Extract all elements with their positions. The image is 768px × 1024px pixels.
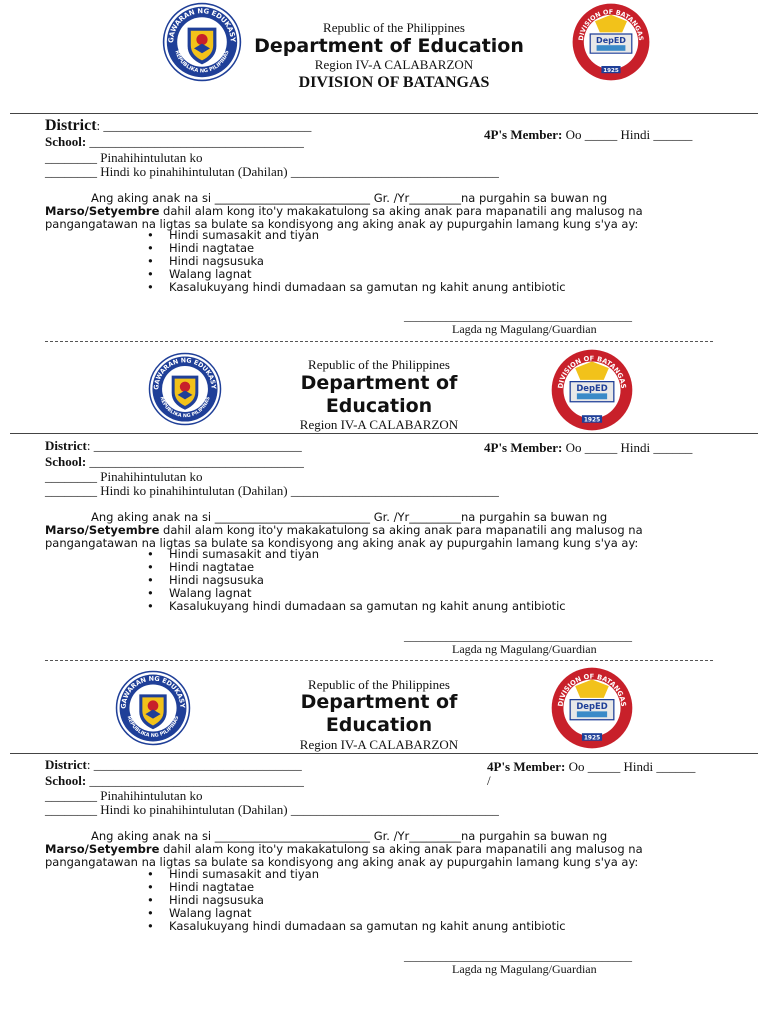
stray-slash: /: [487, 773, 491, 788]
allowed-option[interactable]: ________ Pinahihintulutan ko: [45, 788, 203, 803]
condition-item: • Hindi nagsusuka: [145, 255, 566, 268]
not-allowed-option[interactable]: ________ Hindi ko pinahihintulutan (Dahilan) ________________________________: [45, 483, 499, 498]
department-title: Department of Education: [300, 372, 458, 417]
condition-item: • Walang lagnat: [145, 268, 566, 281]
condition-item: • Hindi nagsusuka: [145, 574, 566, 587]
condition-item: • Hindi sumasakit and tiyan: [145, 229, 566, 242]
condition-item: • Kasalukuyang hindi dumadaan sa gamutan ng kahit anung antibiotic: [145, 920, 566, 933]
divider-line: [10, 433, 758, 434]
divider-line: [10, 753, 758, 754]
allowed-option[interactable]: ________ Pinahihintulutan ko: [45, 150, 203, 165]
signature-label: Lagda ng Magulang/Guardian: [452, 642, 597, 656]
deped-seal-icon: [132, 352, 238, 426]
region-text: Region IV-A CALABARZON: [299, 737, 459, 752]
division-seal-icon: [571, 2, 651, 82]
condition-item: • Hindi nagsusuka: [145, 894, 566, 907]
department-title: Department of Education: [300, 691, 458, 736]
school-field[interactable]: School: _________________________________: [45, 454, 304, 469]
signature-line[interactable]: ______________________________________: [404, 629, 632, 643]
condition-item: • Hindi nagtatae: [145, 242, 566, 255]
signature-line[interactable]: ______________________________________: [404, 309, 632, 323]
paragraph-line-3: pangangatawan na ligtas sa bulate sa kondisyong ang aking anak ay pupurgahin lamang kung s'ya ay:: [45, 536, 639, 550]
paragraph-line-3: pangangatawan na ligtas sa bulate sa kondisyong ang aking anak ay pupurgahin lamang kung s'ya ay:: [45, 217, 639, 231]
condition-item: • Hindi sumasakit and tiyan: [145, 548, 566, 561]
division-seal-icon: [547, 348, 637, 432]
cut-line: [45, 341, 713, 342]
conditions-list: [145, 229, 566, 294]
condition-item: • Hindi nagtatae: [145, 881, 566, 894]
school-field[interactable]: School: _________________________________: [45, 773, 304, 788]
paragraph-line-1: Ang aking anak na si ___________________________ Gr. /Yr_________na purgahin sa buwan ng: [91, 510, 608, 524]
paragraph-line-3: pangangatawan na ligtas sa bulate sa kondisyong ang aking anak ay pupurgahin lamang kung s'ya ay:: [45, 855, 639, 869]
condition-item: • Walang lagnat: [145, 907, 566, 920]
cut-line: [45, 660, 713, 661]
paragraph-line-2: Marso/Setyembre dahil alam kong ito'y makakatulong sa aking anak para mapanatili ang malusog na: [45, 523, 643, 537]
condition-item: • Hindi sumasakit and tiyan: [145, 868, 566, 881]
signature-label: Lagda ng Magulang/Guardian: [452, 962, 597, 976]
condition-item: • Kasalukuyang hindi dumadaan sa gamutan ng kahit anung antibiotic: [145, 281, 566, 294]
condition-item: • Kasalukuyang hindi dumadaan sa gamutan ng kahit anung antibiotic: [145, 600, 566, 613]
region-text: Region IV-A CALABARZON: [299, 417, 459, 432]
signature-label: Lagda ng Magulang/Guardian: [452, 322, 597, 336]
member-field[interactable]: 4P's Member: Oo _____ Hindi ______: [484, 127, 693, 142]
division-title: DIVISION OF BATANGAS: [298, 74, 490, 91]
divider-line: [10, 113, 758, 114]
district-field[interactable]: District: ________________________________: [45, 757, 302, 772]
republic-text: Republic of the Philippines: [308, 677, 450, 692]
condition-item: • Walang lagnat: [145, 587, 566, 600]
member-field[interactable]: 4P's Member: Oo _____ Hindi ______: [487, 759, 696, 774]
member-field[interactable]: 4P's Member: Oo _____ Hindi ______: [484, 440, 693, 455]
school-field[interactable]: School: _________________________________: [45, 134, 304, 149]
conditions-list: [145, 548, 566, 613]
republic-text: Republic of the Philippines: [323, 20, 465, 35]
district-field[interactable]: District: ________________________________: [45, 438, 302, 453]
district-field[interactable]: District: ________________________________: [45, 117, 312, 134]
paragraph-line-2: Marso/Setyembre dahil alam kong ito'y makakatulong sa aking anak para mapanatili ang malusog na: [45, 204, 643, 218]
paragraph-line-1: Ang aking anak na si ___________________________ Gr. /Yr_________na purgahin sa buwan ng: [91, 829, 608, 843]
division-seal-icon: [547, 666, 637, 750]
conditions-list: [145, 868, 566, 933]
deped-seal-icon: [98, 670, 208, 746]
signature-line[interactable]: ______________________________________: [404, 949, 632, 963]
paragraph-line-1: Ang aking anak na si ___________________________ Gr. /Yr_________na purgahin sa buwan ng: [91, 191, 608, 205]
allowed-option[interactable]: ________ Pinahihintulutan ko: [45, 469, 203, 484]
condition-item: • Hindi nagtatae: [145, 561, 566, 574]
department-title: Department of Education: [254, 35, 524, 57]
republic-text: Republic of the Philippines: [308, 357, 450, 372]
region-text: Region IV-A CALABARZON: [314, 57, 474, 72]
not-allowed-option[interactable]: ________ Hindi ko pinahihintulutan (Dahilan) ________________________________: [45, 164, 499, 179]
not-allowed-option[interactable]: ________ Hindi ko pinahihintulutan (Dahilan) ________________________________: [45, 802, 499, 817]
paragraph-line-2: Marso/Setyembre dahil alam kong ito'y makakatulong sa aking anak para mapanatili ang malusog na: [45, 842, 643, 856]
